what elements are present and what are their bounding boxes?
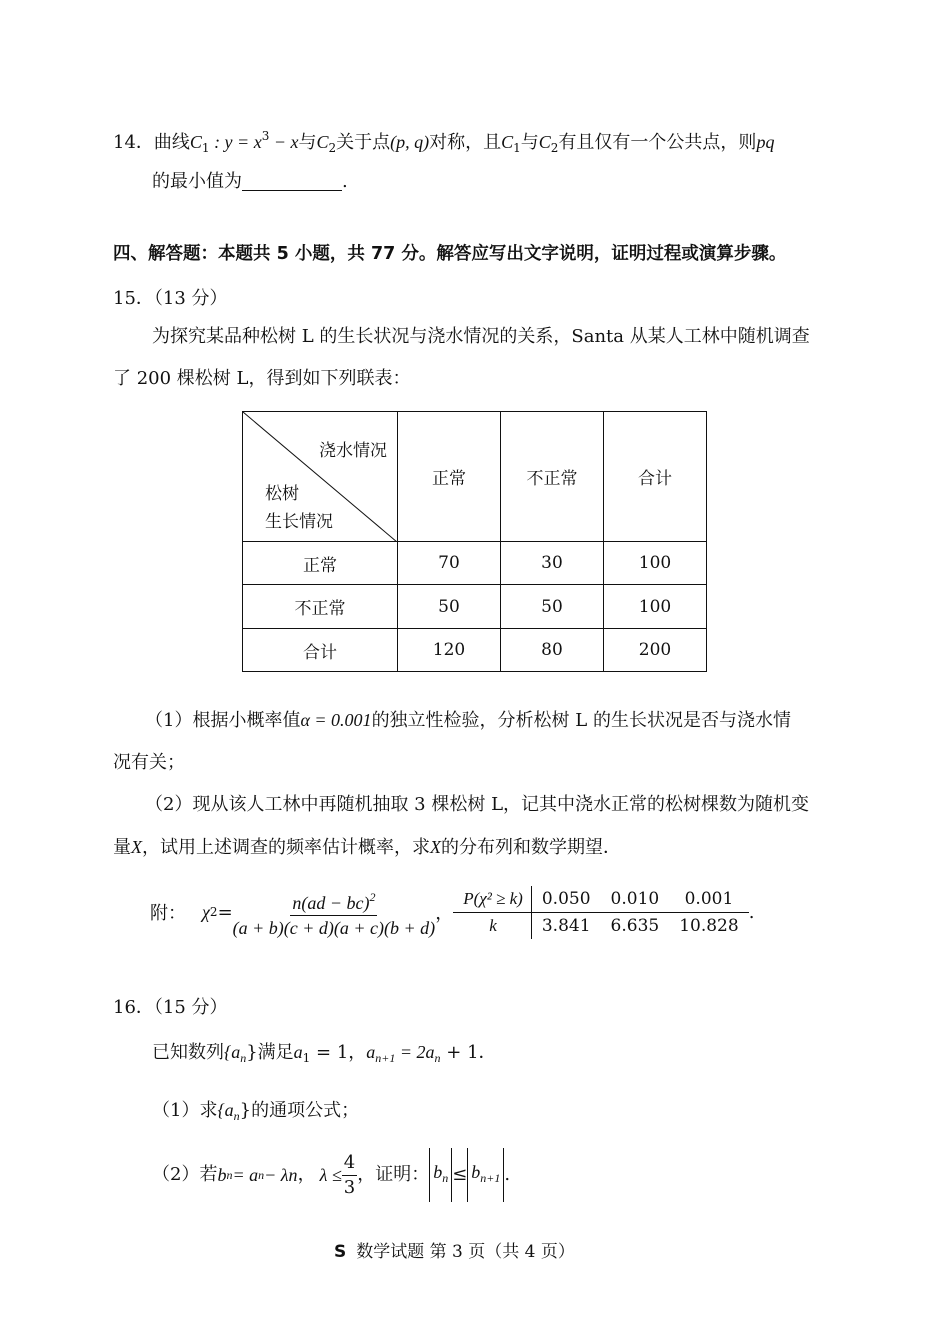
table-header-row bbox=[243, 412, 707, 542]
q16-part2: （2）若 b n = a n − λn ， λ ≤ $\frac{4}{3}$ ，证明： $b_n$ ≤ $b_{n+1}$ . bbox=[152, 1148, 510, 1202]
section-heading: 四、解答题：本题共 5 小题，共 77 分。解答应写出文字说明，证明过程或演算步骤。 bbox=[113, 244, 787, 264]
answer-blank[interactable] bbox=[242, 172, 342, 191]
table-header: 正常 bbox=[398, 412, 501, 542]
footer-mark: S bbox=[334, 1242, 347, 1262]
row-label: 不正常 bbox=[243, 585, 398, 629]
table-cell: 100 bbox=[604, 542, 707, 585]
four-thirds-fraction: $\frac{4}{3}$ bbox=[343, 1151, 356, 1198]
table-cell: 70 bbox=[398, 542, 501, 585]
q15-part2-line2: 量X，试用上述调查的频率估计概率，求X的分布列和数学期望． bbox=[113, 837, 621, 858]
q15-part1-line2: 况有关； bbox=[113, 752, 185, 773]
appendix-label: 附： bbox=[150, 903, 186, 924]
table-cell: 120 bbox=[398, 629, 501, 672]
contingency-table bbox=[242, 411, 707, 672]
table-header: 合计 bbox=[604, 412, 707, 542]
q14-line2: 的最小值为 . bbox=[152, 171, 348, 192]
page-footer bbox=[334, 1240, 575, 1264]
q14-number: 14． bbox=[113, 132, 154, 153]
row-label: 正常 bbox=[243, 542, 398, 585]
table-corner-cell bbox=[243, 412, 398, 542]
chi-square-appendix: 附： χ 2 = $\frac{n(ad - bc)^2}{(a + b)(c + d)(a + c)(b + d)}$ ， P(χ² ≥ k) 0.050 0.010 0.001 k 3.841 6.635 10.828 . bbox=[150, 882, 754, 942]
q16-part1: （1）求$\{a_n\}$的通项公式； bbox=[152, 1100, 360, 1123]
table-cell: 80 bbox=[501, 629, 604, 672]
table-cell: 100 bbox=[604, 585, 707, 629]
alpha-value: α = 0.001 bbox=[300, 710, 372, 730]
table-row bbox=[243, 629, 707, 672]
table-cell: 50 bbox=[501, 585, 604, 629]
corner-bottom-label-1: 松树 bbox=[265, 484, 299, 504]
table-cell: 50 bbox=[398, 585, 501, 629]
q15-part1-line1: （1）根据小概率值α = 0.001的独立性检验，分析松树 L 的生长状况是否与浇水情 bbox=[145, 710, 791, 731]
table-cell: 30 bbox=[501, 542, 604, 585]
q14-line1: 14．曲线$C_1$ : $y = x^3 - x$与$C_2$关于点(p, q)对称，且$C_1$与$C_2$有且仅有一个公共点，则pq bbox=[113, 129, 775, 155]
abs-bn: $b_n$ bbox=[429, 1148, 452, 1202]
q16-given: 已知数列$\{a_n\}$满足$a_1 = 1$，$a_{n+1} = 2a_n + 1$． bbox=[152, 1042, 497, 1065]
table-header: 不正常 bbox=[501, 412, 604, 542]
q15-intro-1: 为探究某品种松树 L 的生长状况与浇水情况的关系，Santa 从某人工林中随机调查 bbox=[152, 326, 810, 347]
critical-value-table: P(χ² ≥ k) 0.050 0.010 0.001 k 3.841 6.635 10.828 bbox=[453, 886, 749, 939]
footer-text: 数学试题 第 3 页（共 4 页） bbox=[356, 1242, 575, 1262]
corner-bottom-label-2: 生长情况 bbox=[265, 512, 333, 532]
q15-intro-2: 了 200 棵松树 L，得到如下列联表： bbox=[113, 368, 411, 389]
table-row bbox=[243, 542, 707, 585]
row-label: 合计 bbox=[243, 629, 398, 672]
corner-top-label: 浇水情况 bbox=[319, 441, 387, 461]
chi-square-fraction: $\frac{n(ad - bc)^2}{(a + b)(c + d)(a + c)(b + d)}$ bbox=[233, 887, 436, 938]
table-cell: 200 bbox=[604, 629, 707, 672]
abs-bn1: $b_{n+1}$ bbox=[467, 1148, 504, 1202]
q15-number: 15．（13 分） bbox=[113, 288, 228, 309]
table-row bbox=[243, 585, 707, 629]
q16-number: 16．（15 分） bbox=[113, 997, 228, 1018]
q15-part2-line1: （2）现从该人工林中再随机抽取 3 棵松树 L，记其中浇水正常的松树棵数为随机变 bbox=[145, 794, 810, 815]
